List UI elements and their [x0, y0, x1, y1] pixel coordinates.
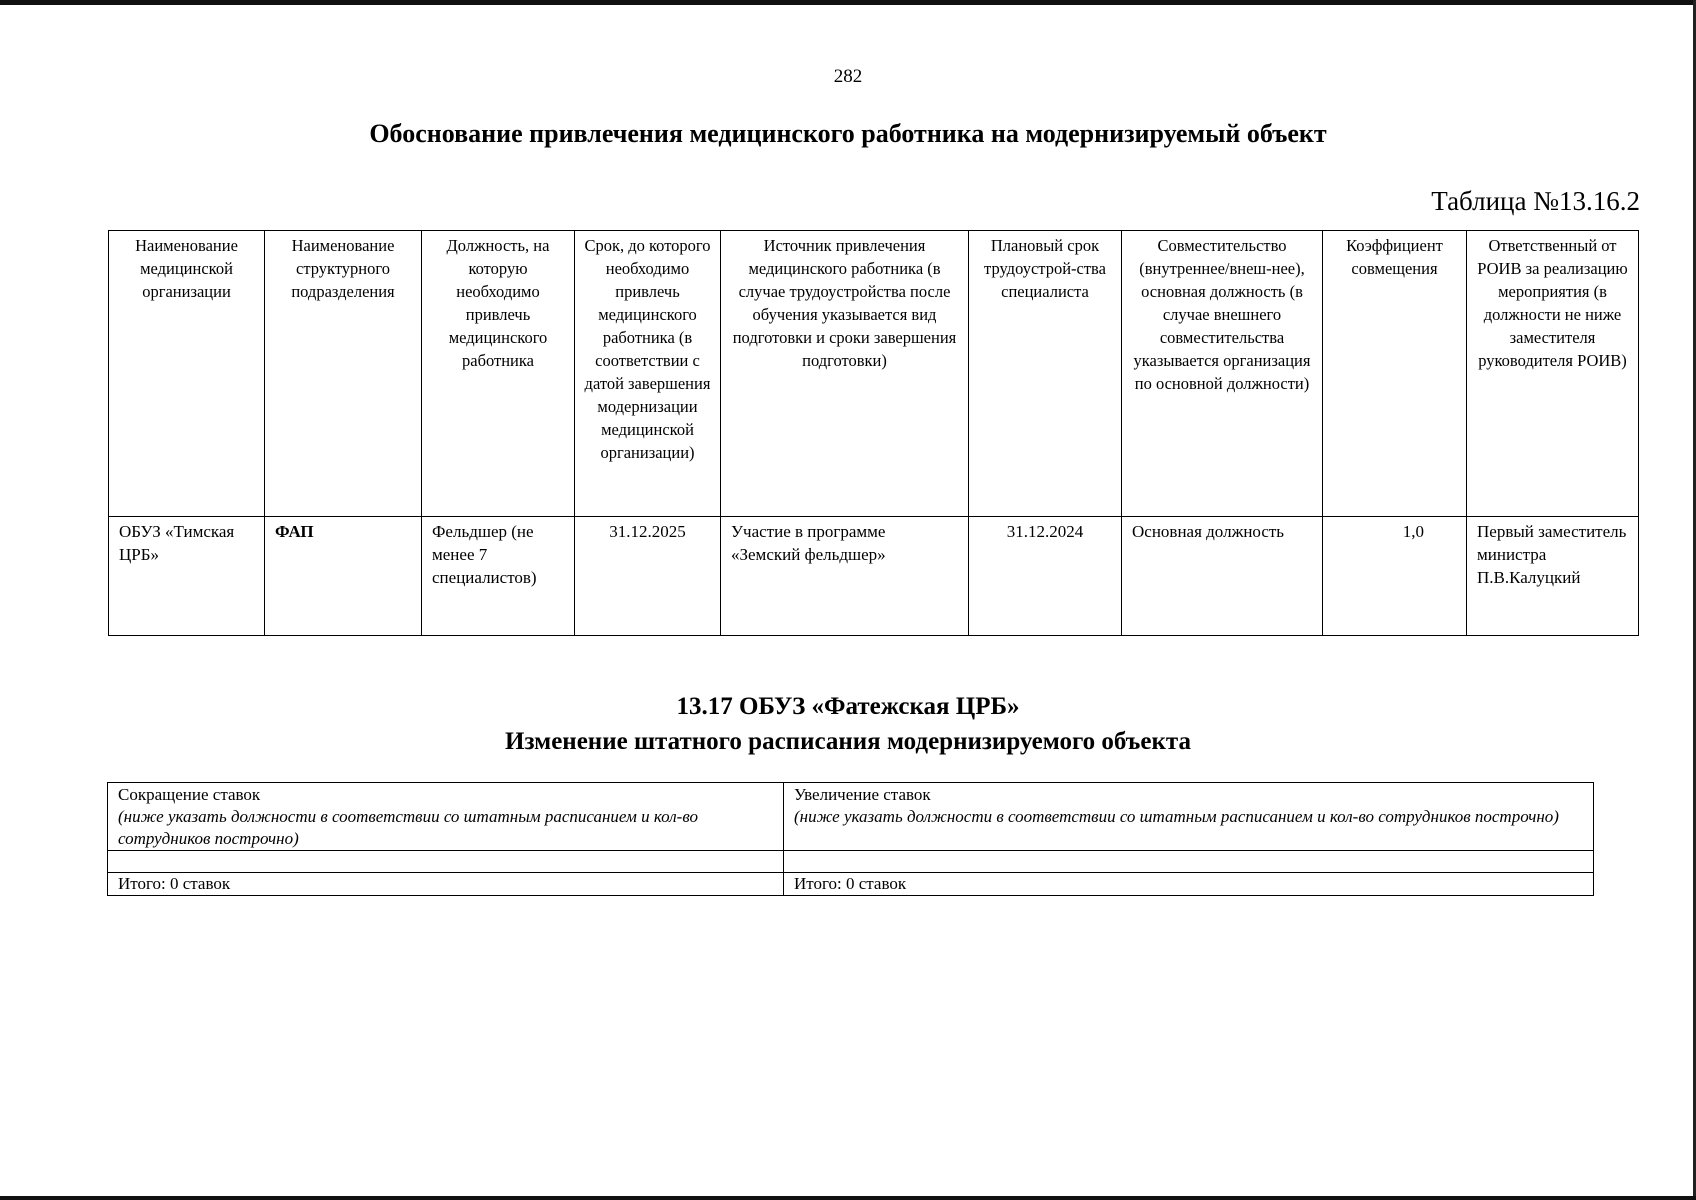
header-recruitment-source: Источник привлечения медицинского работника (в случае трудоустройства после обучения указывается вид подготовки и сроки завершения подготовки) — [721, 231, 969, 517]
staffing-total-row — [108, 873, 1594, 896]
header-coefficient: Коэффициент совмещения — [1323, 231, 1467, 517]
increase-title: Увеличение ставок — [794, 785, 931, 804]
cell-planned-date: 31.12.2024 — [969, 517, 1122, 636]
recruitment-table — [108, 230, 1639, 636]
header-deadline: Срок, до которого необходимо привлечь медицинского работника (в соответствии с датой завершения модернизации медицинской организации) — [575, 231, 721, 517]
header-responsible: Ответственный от РОИВ за реализацию мероприятия (в должности не ниже заместителя руководителя РОИВ) — [1467, 231, 1639, 517]
cell-structural-unit: ФАП — [265, 517, 422, 636]
cell-combination: Основная должность — [1122, 517, 1323, 636]
table-header-row — [109, 231, 1639, 517]
reduction-note: (ниже указать должности в соответствии со штатным расписанием и кол-во сотрудников построчно) — [118, 807, 698, 848]
section-title: 13.17 ОБУЗ «Фатежская ЦРБ» — [676, 693, 1020, 720]
increase-header-cell — [784, 783, 1594, 851]
cell-position: Фельдшер (не менее 7 специалистов) — [422, 517, 575, 636]
header-position: Должность, на которую необходимо привлечь медицинского работника — [422, 231, 575, 517]
reduction-header-cell — [108, 783, 784, 851]
table-label: Таблица №13.16.2 — [1431, 186, 1640, 216]
page-title: Обоснование привлечения медицинского работника на модернизируемый объект — [369, 119, 1327, 148]
header-structural-unit: Наименование структурного подразделения — [265, 231, 422, 517]
cell-recruitment-source: Участие в программе «Земский фельдшер» — [721, 517, 969, 636]
staffing-header-row — [108, 783, 1594, 851]
increase-empty-cell — [784, 851, 1594, 873]
reduction-title: Сокращение ставок — [118, 785, 261, 804]
section-subtitle: Изменение штатного расписания модернизируемого объекта — [505, 728, 1191, 755]
cell-responsible: Первый заместитель министра П.В.Калуцкий — [1467, 517, 1639, 636]
header-combination: Совместительство (внутреннее/внеш-нее), основная должность (в случае внешнего совместительства указывается организация по основной должности) — [1122, 231, 1323, 517]
reduction-empty-cell — [108, 851, 784, 873]
cell-organization: ОБУЗ «Тимская ЦРБ» — [109, 517, 265, 636]
scan-border-top — [0, 0, 1696, 5]
staffing-empty-row — [108, 851, 1594, 873]
staffing-changes-table — [107, 782, 1594, 896]
scan-border-bottom — [0, 1196, 1696, 1200]
page-number: 282 — [833, 66, 863, 87]
header-planned-date: Плановый срок трудоустрой-ства специалиста — [969, 231, 1122, 517]
reduction-total: Итого: 0 ставок — [108, 873, 784, 896]
cell-deadline: 31.12.2025 — [575, 517, 721, 636]
increase-total: Итого: 0 ставок — [784, 873, 1594, 896]
cell-coefficient: 1,0 — [1323, 517, 1467, 636]
increase-note: (ниже указать должности в соответствии со штатным расписанием и кол-во сотрудников построчно) — [794, 807, 1559, 826]
header-organization: Наименование медицинской организации — [109, 231, 265, 517]
table-row — [109, 517, 1639, 636]
